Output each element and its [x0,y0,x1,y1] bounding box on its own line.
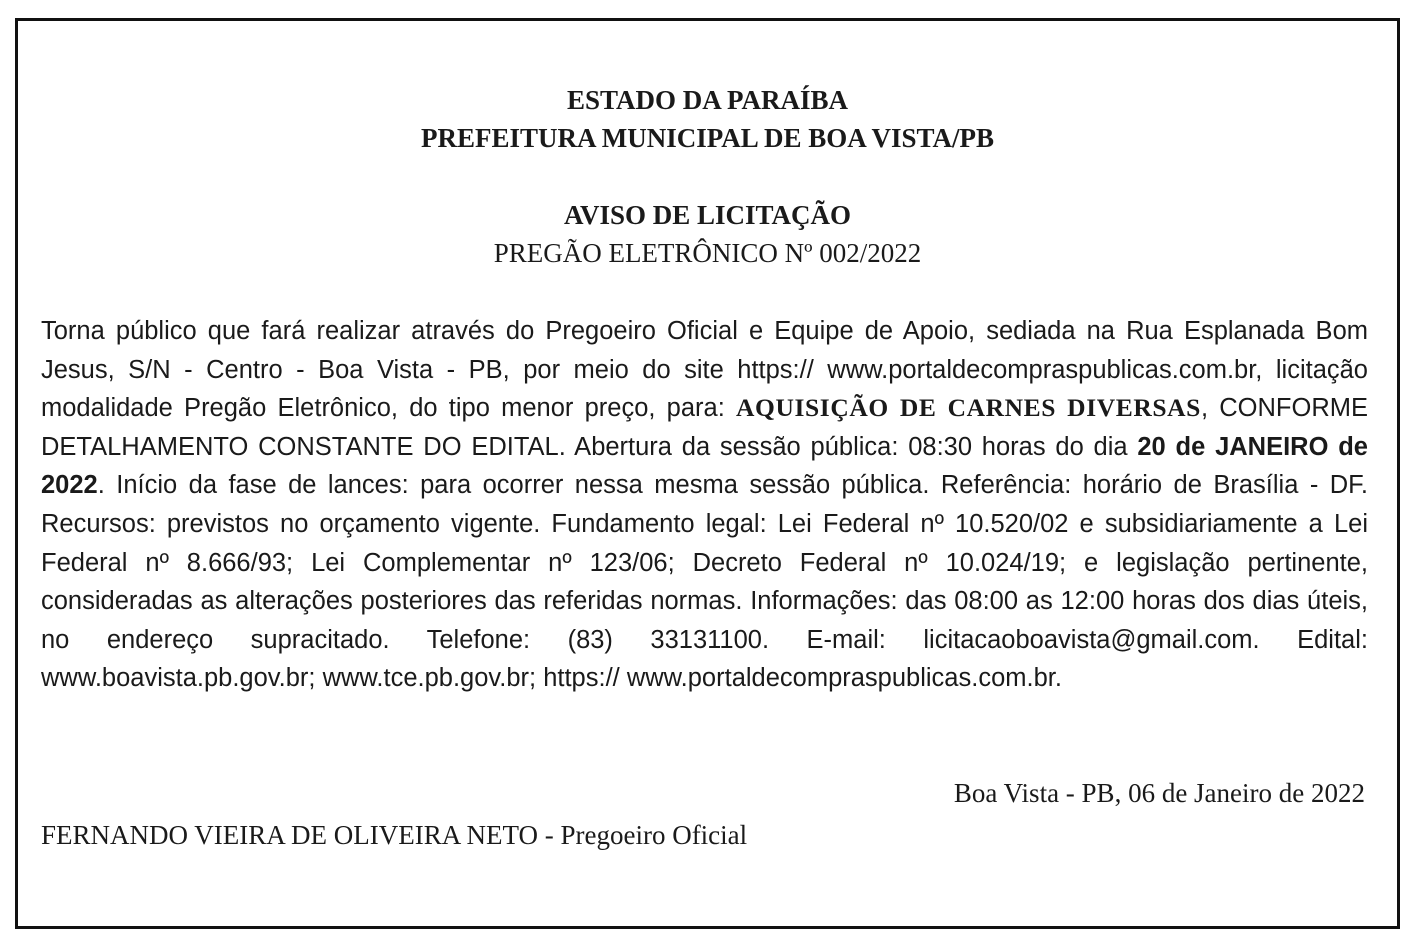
opening-date: 20 de JANEIRO de 2022 [41,432,1368,500]
body-text-details: . Início da fase de lances: para ocorrer nessa mesma sessão pública. Referência: horário de Brasília - DF. Recursos: previstos no orçamento vigente. Fundamento legal: Lei Federal nº 10.520/02 e subsidiariamente a Lei Federal nº 8.666/93; Lei Complementar nº 123/06; Decreto Federal nº 10.024/19; e legislação pertinente, consideradas as alterações posteriores das referidas normas. Informações: das 08:00 as 12:00 horas dos dias úteis, no endereço supracitado. Telefone: (83) 33131100. E-mail: licitacaoboavista@gmail.com. Edital: www.boavista.pb.gov.br; www.tce.pb.gov.br; https:// www.portaldecompraspublicas.com.br. [41,471,1368,693]
body-text-intro: Torna público que fará realizar através do Pregoeiro Oficial e Equipe de Apoio, sediada na Rua Esplanada Bom Jesus, S/N - Centro - Boa Vista - PB, por meio do site https:// www.portaldecompraspublicas.com.br, licitação modalidade Pregão Eletrônico, do tipo menor preço, para: [41,317,1368,423]
notice-body [41,312,1368,698]
municipality-heading: PREFEITURA MUNICIPAL DE BOA VISTA/PB [420,123,995,153]
state-heading: ESTADO DA PARAÍBA [566,85,849,115]
notice-title: AVISO DE LICITAÇÃO [563,200,852,230]
signature-line: FERNANDO VIEIRA DE OLIVEIRA NETO - Pregoeiro Oficial [41,820,748,850]
place-and-date: Boa Vista - PB, 06 de Janeiro de 2022 [953,778,1365,808]
body-text-middle: , CONFORME DETALHAMENTO CONSTANTE DO EDITAL. Abertura da sessão pública: 08:30 horas do dia [41,394,1368,461]
notice-frame [15,18,1400,929]
procurement-object: AQUISIÇÃO DE CARNES DIVERSAS [736,393,1201,423]
notice-subtitle: PREGÃO ELETRÔNICO Nº 002/2022 [493,238,922,268]
